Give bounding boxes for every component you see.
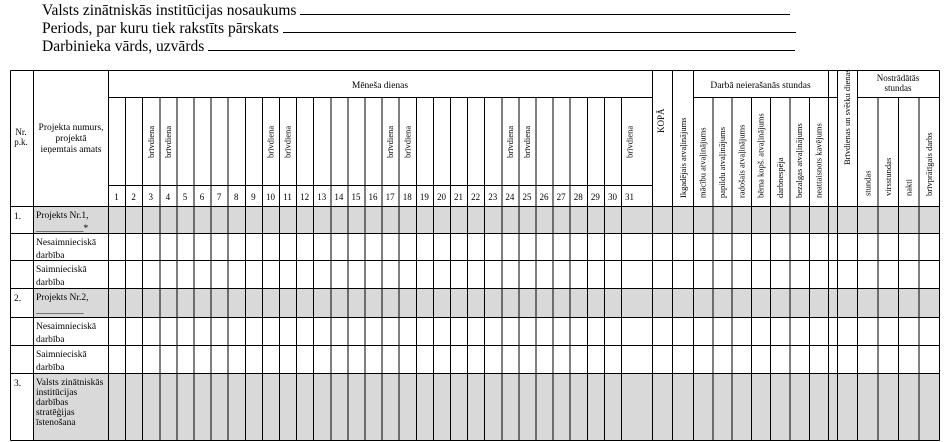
shaded-row <box>33 288 939 317</box>
day-number: 2 <box>131 192 136 202</box>
day-number: 18 <box>402 192 412 202</box>
day-number: 10 <box>265 192 275 202</box>
day-number: 5 <box>182 192 188 202</box>
worked-col-header: virsstundas <box>882 157 893 196</box>
absence-col-header: darbnespēja <box>774 157 785 198</box>
col-project-header: projektā <box>55 134 87 144</box>
day-number: 15 <box>351 192 361 202</box>
day-note: brīvdiena <box>282 125 293 158</box>
day-number: 14 <box>334 192 344 202</box>
row-label: Nesaimnieciskā <box>36 322 97 332</box>
row-label: darbība <box>36 363 65 373</box>
row-label: stratēģijas <box>36 408 75 418</box>
month-days-title: Mēneša dienas <box>351 81 409 91</box>
day-number: 22 <box>471 192 481 202</box>
day-number: 24 <box>505 192 515 202</box>
day-number: 28 <box>573 192 583 202</box>
absence-col-header: neattaisnots kavējums <box>813 123 824 198</box>
day-number: 16 <box>368 192 378 202</box>
day-note: brīvdiena <box>504 125 515 158</box>
employee-label: Darbinieka vārds, uzvārds <box>42 38 205 55</box>
row-label: Saimnieciskā <box>36 265 87 275</box>
day-number: 7 <box>216 192 222 202</box>
institution-label: Valsts zinātniskās institūcijas nosaukums <box>42 2 297 19</box>
day-note: brīvdiena <box>385 125 396 158</box>
row-label: __________* <box>36 224 89 234</box>
day-note: brīvdiena <box>145 125 156 158</box>
row-label: Valsts zinātniskās <box>36 378 104 388</box>
col-project-header: ieņemtais amats <box>40 145 102 155</box>
row-label: Projekts Nr.1, <box>36 211 89 221</box>
total-header: KOPĀ <box>656 108 666 133</box>
day-note: brīvdiena <box>402 125 413 158</box>
day-number: 12 <box>300 192 310 202</box>
row-label: Projekts Nr.2, <box>36 293 89 303</box>
day-number: 26 <box>539 192 549 202</box>
day-note: brīvdiena <box>265 125 276 158</box>
day-number: 11 <box>283 192 292 202</box>
absence-col-header: radošais atvaļinājums <box>736 124 747 198</box>
col-nr-header: Nr. <box>15 127 27 137</box>
row-number: 2. <box>14 294 22 304</box>
absence-col-header: papildu atvaļinājums <box>716 126 727 198</box>
row-label: darbība <box>36 335 65 345</box>
row-label: darbības <box>36 398 69 408</box>
row-label: darbība <box>36 278 65 288</box>
day-number: 4 <box>165 192 171 202</box>
day-number: 20 <box>436 192 446 202</box>
day-number: 27 <box>556 192 566 202</box>
day-number: 31 <box>625 192 635 202</box>
worked-col-header: stundas <box>862 170 873 196</box>
holidays-header: Brīvdienas un svētku dienas <box>842 69 852 165</box>
day-note: brīvdiena <box>521 125 532 158</box>
day-number: 17 <box>385 192 395 202</box>
day-number: 9 <box>251 192 256 202</box>
day-note: brīvdiena <box>162 125 173 158</box>
row-label: Saimnieciskā <box>36 350 87 360</box>
row-number: 1. <box>14 212 22 222</box>
day-number: 1 <box>114 192 119 202</box>
absence-col-header: bērna kopš. atvaļinājums <box>755 113 766 198</box>
row-label: __________ <box>36 306 84 316</box>
row-label: darbība <box>36 251 65 261</box>
worked-hours-title: Nostrādātās <box>876 73 920 83</box>
day-number: 19 <box>419 192 429 202</box>
period-label: Periods, par kuru tiek rakstīts pārskats <box>42 20 279 37</box>
day-number: 30 <box>607 192 617 202</box>
row-label: institūcijas <box>36 388 78 398</box>
day-number: 29 <box>590 192 600 202</box>
day-number: 6 <box>199 192 205 202</box>
absence-col-header: bezalgas atvaļinājums <box>794 123 805 198</box>
day-number: 3 <box>148 192 153 202</box>
worked-hours-title: stundas <box>884 83 912 93</box>
row-label: īstenošana <box>36 418 76 428</box>
annual-leave-header: Ikgadējais atvaļinājums <box>678 117 688 198</box>
absence-col-header: mācību atvaļinājums <box>697 127 708 198</box>
col-project-header: Projekta numurs, <box>38 123 104 133</box>
worked-col-header: brīvprātīgais darbs <box>923 132 934 196</box>
absence-title: Darbā neierašanās stundas <box>710 81 811 91</box>
worked-col-header: nakti <box>903 179 914 196</box>
col-nr-header: p.k. <box>14 137 28 147</box>
day-number: 23 <box>488 192 498 202</box>
day-number: 21 <box>454 192 464 202</box>
row-label: Nesaimnieciskā <box>36 238 97 248</box>
day-number: 25 <box>522 192 532 202</box>
day-number: 8 <box>234 192 239 202</box>
shaded-row <box>33 373 939 440</box>
shaded-row <box>33 206 939 233</box>
day-note: brīvdiena <box>624 125 635 158</box>
row-number: 3. <box>14 379 22 389</box>
day-number: 13 <box>317 192 327 202</box>
